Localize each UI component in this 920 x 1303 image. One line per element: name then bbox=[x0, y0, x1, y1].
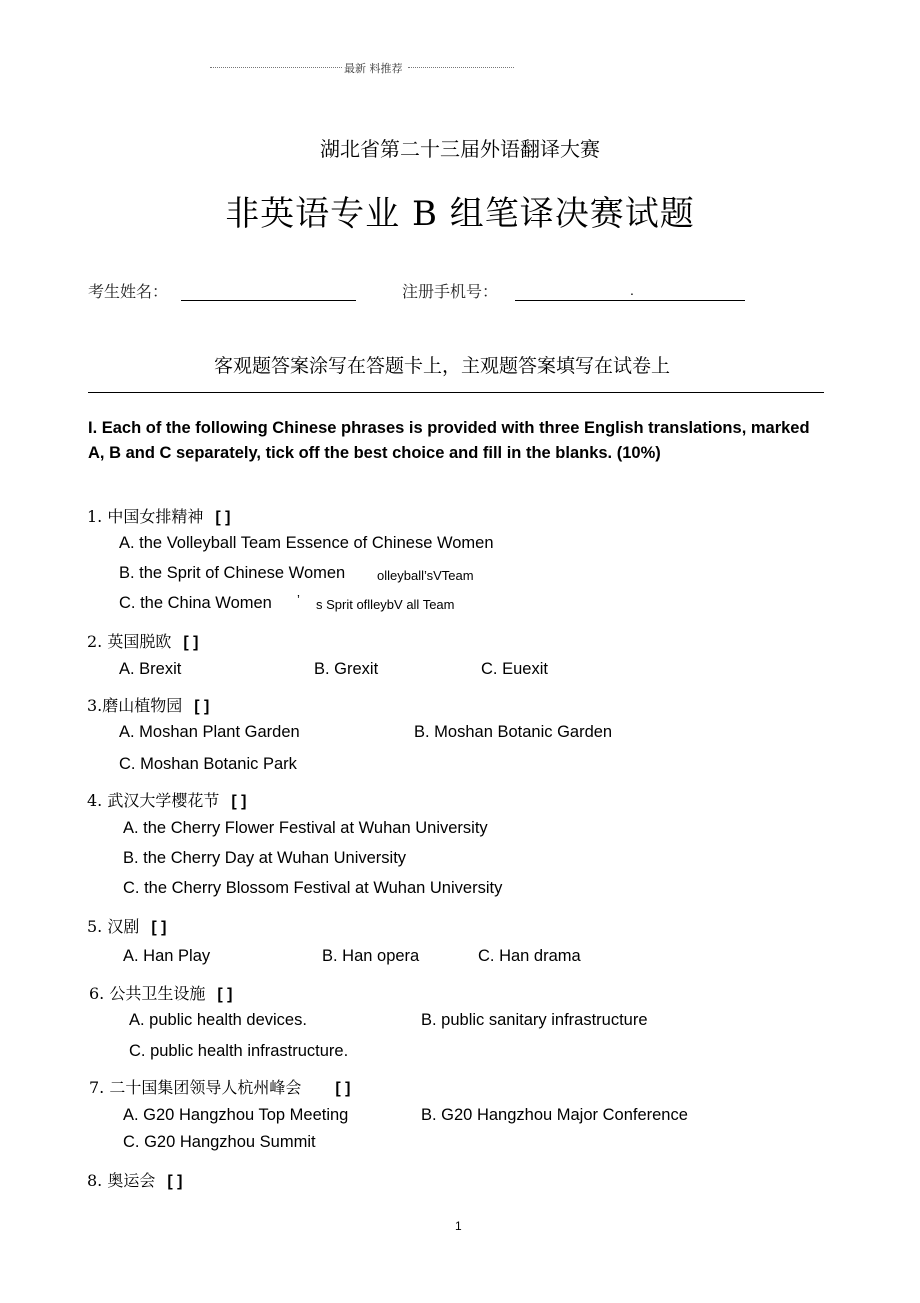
question-stem: 2. 英国脱欧 bbox=[87, 632, 172, 651]
answer-bracket[interactable]: [ ] bbox=[217, 986, 233, 1003]
question-1-option-b[interactable]: B. the Sprit of Chinese Women bbox=[119, 564, 346, 582]
question-2-option-c[interactable]: C. Euexit bbox=[481, 660, 548, 678]
answer-bracket[interactable]: [ ] bbox=[335, 1080, 351, 1097]
exam-title: 非英语专业 B 组笔译决赛试题 bbox=[225, 194, 695, 234]
question-1 bbox=[87, 504, 230, 527]
notice-rule bbox=[88, 392, 824, 393]
question-1-option-a[interactable]: A. the Volleyball Team Essence of Chinese Women bbox=[119, 534, 494, 552]
competition-title: 湖北省第二十三届外语翻译大赛 bbox=[320, 137, 600, 161]
question-5-option-c[interactable]: C. Han drama bbox=[478, 947, 581, 965]
question-3-option-b[interactable]: B. Moshan Botanic Garden bbox=[414, 723, 613, 741]
name-label: 考生姓名： bbox=[88, 282, 169, 301]
question-5 bbox=[87, 914, 166, 937]
question-5-option-a[interactable]: A. Han Play bbox=[123, 947, 211, 965]
question-stem: 7. 二十国集团领导人杭州峰会 bbox=[89, 1078, 302, 1097]
header-rule-left bbox=[210, 67, 342, 68]
question-4-option-b[interactable]: B. the Cherry Day at Wuhan University bbox=[123, 849, 407, 867]
name-blank[interactable] bbox=[181, 300, 356, 301]
page-number: 1 bbox=[455, 1219, 462, 1233]
phone-dot: . bbox=[630, 282, 634, 298]
answer-bracket[interactable]: [ ] bbox=[167, 1173, 183, 1190]
question-7-option-a[interactable]: A. G20 Hangzhou Top Meeting bbox=[123, 1106, 349, 1124]
answer-bracket[interactable]: [ ] bbox=[215, 509, 231, 526]
question-7 bbox=[89, 1075, 350, 1098]
section-1-instruction: I. Each of the following Chinese phrases is provided with three English translations, marked A, B and C separately, tick off the best choice and fill in the blanks. (10%) bbox=[88, 419, 810, 462]
question-5-option-b[interactable]: B. Han opera bbox=[322, 947, 420, 965]
running-header: 最新 料推荐 bbox=[344, 62, 403, 75]
question-stem: 6. 公共卫生设施 bbox=[89, 984, 206, 1003]
answer-notice: 客观题答案涂写在答题卡上，主观题答案填写在试卷上 bbox=[213, 355, 670, 377]
question-3 bbox=[87, 693, 209, 716]
question-4 bbox=[87, 788, 246, 811]
phone-label: 注册手机号： bbox=[402, 282, 499, 301]
answer-bracket[interactable]: [ ] bbox=[194, 698, 210, 715]
question-6 bbox=[89, 981, 232, 1004]
question-2-option-b[interactable]: B. Grexit bbox=[314, 660, 379, 678]
answer-bracket[interactable]: [ ] bbox=[151, 919, 167, 936]
question-6-option-a[interactable]: A. public health devices. bbox=[129, 1011, 307, 1029]
header-rule-right bbox=[408, 67, 514, 68]
question-4-option-c[interactable]: C. the Cherry Blossom Festival at Wuhan University bbox=[123, 879, 503, 897]
answer-bracket[interactable]: [ ] bbox=[183, 634, 199, 651]
question-6-option-c[interactable]: C. public health infrastructure. bbox=[129, 1042, 349, 1060]
question-6-option-b[interactable]: B. public sanitary infrastructure bbox=[421, 1011, 648, 1029]
question-7-option-b[interactable]: B. G20 Hangzhou Major Conference bbox=[421, 1106, 688, 1124]
question-3-option-a[interactable]: A. Moshan Plant Garden bbox=[119, 723, 300, 741]
question-4-option-a[interactable]: A. the Cherry Flower Festival at Wuhan University bbox=[123, 819, 488, 837]
text-fragment: olleyball’sVTeam bbox=[377, 568, 474, 583]
question-3-option-c[interactable]: C. Moshan Botanic Park bbox=[119, 755, 297, 773]
question-stem: 8. 奥运会 bbox=[87, 1171, 156, 1190]
text-fragment: s Sprit oflleybV all Team bbox=[316, 597, 455, 612]
question-8 bbox=[87, 1168, 182, 1191]
answer-bracket[interactable]: [ ] bbox=[231, 793, 247, 810]
phone-blank[interactable] bbox=[515, 300, 745, 301]
text-fragment: ’ bbox=[297, 592, 300, 607]
question-2 bbox=[87, 629, 198, 652]
question-7-option-c[interactable]: C. G20 Hangzhou Summit bbox=[123, 1133, 316, 1151]
question-stem: 1. 中国女排精神 bbox=[87, 507, 204, 526]
question-stem: 4. 武汉大学樱花节 bbox=[87, 791, 220, 810]
question-1-option-c[interactable]: C. the China Women bbox=[119, 594, 272, 612]
question-stem: 3.磨山植物园 bbox=[87, 696, 183, 715]
question-stem: 5. 汉剧 bbox=[87, 917, 140, 936]
question-2-option-a[interactable]: A. Brexit bbox=[119, 660, 182, 678]
